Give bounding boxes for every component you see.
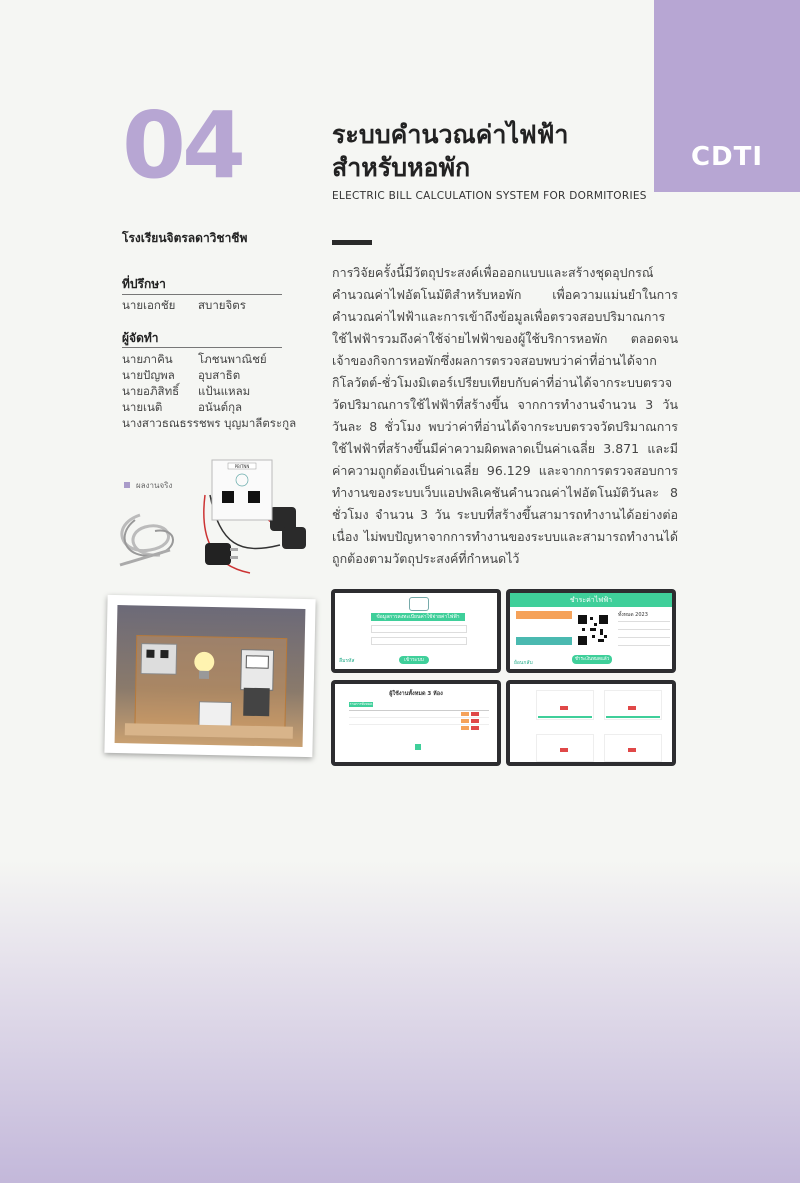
authors-divider	[122, 347, 282, 348]
room-card-button	[628, 706, 636, 710]
edit-button	[461, 712, 469, 716]
payment-title: ชำระค่าไฟฟ้า	[510, 593, 672, 607]
delete-button	[471, 712, 479, 716]
title-divider	[332, 240, 372, 245]
author-row: นางสาวธณธรรชพร บุญมาลีตระกูล	[122, 416, 297, 430]
device-label: PBITNN	[234, 464, 250, 469]
corner-label: CDTI	[690, 142, 764, 172]
screenshot-payment	[506, 589, 676, 673]
login-header: ข้อมูลการลงทะเบียนค่าใช้จ่ายค่าไฟฟ้า	[371, 613, 465, 621]
pager-icon	[415, 744, 421, 750]
advisors-heading: ที่ปรึกษา	[122, 277, 166, 291]
payment-cell-teal	[516, 637, 544, 645]
payment-line	[618, 645, 670, 646]
advisor-first-name: นายเอกชัย	[122, 298, 176, 312]
room-card-bar	[606, 716, 660, 718]
corner-tab	[654, 0, 800, 192]
delete-button	[471, 726, 479, 730]
payment-button: ชำระเงินหมดแล้ว	[572, 655, 612, 664]
authors-list	[122, 351, 296, 431]
login-button: เข้าระบบ	[399, 656, 429, 664]
table-title: ผู้ใช้งานทั้งหมด 3 ห้อง	[389, 691, 443, 697]
payment-cell-teal	[544, 637, 572, 645]
payment-total: ทั้งหมด 2023	[618, 612, 648, 618]
advisors-divider	[122, 294, 282, 295]
device-product-photo	[110, 455, 320, 585]
table-tag: รายการทั้งหมด	[349, 702, 373, 706]
abstract-text: การวิจัยครั้งนี้มีวัตถุประสงค์เพื่อออกแบบและสร้างชุดอุปกรณ์คำนวณค่าไฟอัตโนมัติสำหรับหอพัก เพื่อความแม่นยำในการคำนวณค่าไฟฟ้าและการเข้าถึงข้อมูลเพื่อตรวจสอบปริมาณการใช้ไฟฟ้ารวมถึงค่าใช้จ่ายไฟฟ้าของผู้ใช้บริการหอพัก ตลอดจนเจ้าของกิจการหอพักซึ่งผลการตรวจสอบพบว่าค่าที่อ่านได้จากกิโลวัตต์-ชั่วโมงมิเตอร์เปรียบเทียบกับค่าที่อ่านได้จากระบบตรวจวัดปริมาณการใช้ไฟฟ้าที่สร้างขึ้น จากการทำงานจำนวน 3 วัน วันละ 8 ชั่วโมง พบว่าค่าที่อ่านได้จากระบบตรวจวัดปริมาณการใช้ไฟฟ้าที่สร้างขึ้นมีค่าความผิดพลาดเป็นค่าเฉลี่ย 3.871 และมีค่าความถูกต้องเป็นค่าเฉลี่ย 96.129 และจากการตรวจสอบการทำงานของระบบเว็บแอปพลิเคชันคำนวณค่าไฟอัตโนมัติวันละ 8 ชั่วโมง จำนวน 3 วัน ระบบที่สร้างขึ้นสามารถทำงานได้อย่างต่อเนื่อง ไม่พบปัญหาจากการทำงานของระบบและสามารถทำงานได้ถูกต้องตามวัตถุประสงค์ที่กำหนดไว้	[332, 265, 678, 566]
room-card-button	[628, 748, 636, 752]
author-row: นายภาคิน โภชนพาณิชย์	[122, 352, 267, 366]
author-row: นายเนติ อนันต์กุล	[122, 400, 243, 414]
delete-button	[471, 719, 479, 723]
screenshot-cards	[506, 680, 676, 766]
payment-line	[618, 621, 670, 622]
edit-button	[461, 719, 469, 723]
payment-cell-orange	[544, 611, 572, 619]
authors-heading: ผู้จัดทำ	[122, 331, 159, 345]
title-line-1: ระบบคำนวณค่าไฟฟ้า	[332, 120, 569, 149]
prototype-photo	[115, 605, 306, 747]
screenshot-login	[331, 589, 501, 673]
photo-legend-label: ผลงานจริง	[136, 481, 173, 490]
prototype-photo-frame	[104, 595, 315, 757]
table-row	[349, 724, 489, 725]
payment-line	[618, 637, 670, 638]
school-name: โรงเรียนจิตรลดาวิชาชีพ	[122, 231, 248, 245]
screenshot-table	[331, 680, 501, 766]
table-header-rule	[349, 710, 489, 711]
project-number: 04	[122, 92, 243, 199]
page-subtitle: ELECTRIC BILL CALCULATION SYSTEM FOR DORMITORIES	[332, 190, 647, 202]
login-link: ลืมรหัส	[339, 658, 355, 664]
payment-link: ย้อนกลับ	[514, 660, 533, 666]
room-card-bar	[538, 716, 592, 718]
edit-button	[461, 726, 469, 730]
room-card-button	[560, 748, 568, 752]
author-row: นายปัญพล อุบสาธิต	[122, 368, 241, 382]
login-field-2	[371, 637, 467, 645]
author-row: นายอภิสิทธิ์ แป้นแหลม	[122, 384, 251, 398]
qr-code-icon	[576, 613, 610, 647]
page-title	[332, 118, 632, 184]
logo-icon	[409, 597, 429, 611]
room-card-button	[560, 706, 568, 710]
title-line-2: สำหรับหอพัก	[332, 153, 471, 182]
login-field-1	[371, 625, 467, 633]
payment-cell-orange	[516, 611, 544, 619]
table-row	[349, 717, 489, 718]
payment-line	[618, 629, 670, 630]
advisor-last-name: สบายจิตร	[198, 298, 246, 312]
